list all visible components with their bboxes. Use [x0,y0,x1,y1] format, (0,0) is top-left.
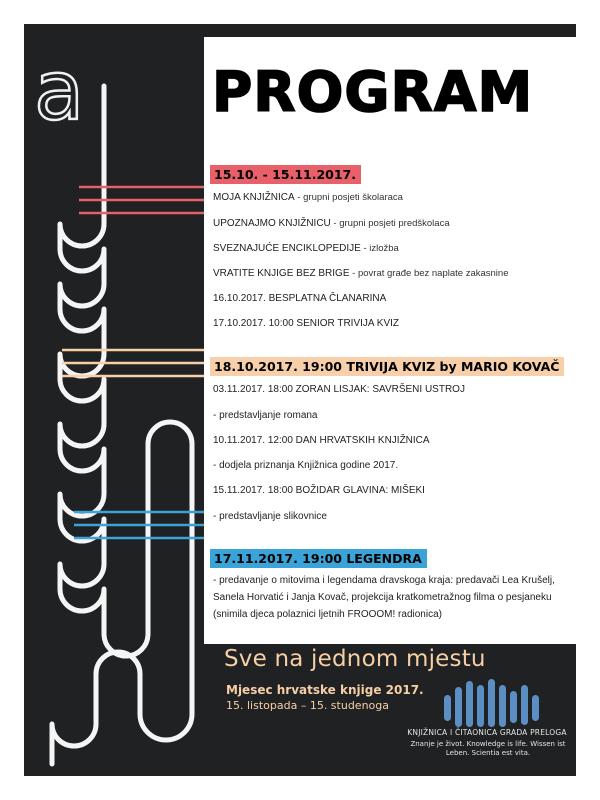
footer-dates: 15. listopada – 15. studenoga [226,699,389,712]
list-item: - predstavljanje romana [213,410,318,421]
library-name: KNJIŽNICA I ČITAONICA GRADA PRELOGA [407,728,567,737]
peach-stripes [62,350,206,376]
decorative-letter-a: a [34,44,85,139]
footer-title: Sve na jednom mjestu [224,646,486,672]
section-heading-3: 17.11.2017. 19:00 LEGENDRA [210,549,427,568]
library-motto: Znanje je život. Knowledge is life. Wissen ist Leben. Scientia est vita. [410,740,566,757]
list-item: SVEZNAJUĆE ENCIKLOPEDIJE - izložba [213,243,399,254]
section-paragraph: - predavanje o mitovima i legendama dravskoga kraja: predavači Lea Krušelj, Sanela Horvatić i Janja Kovač, projekcija kratkometražnog filma o pesjaneku (snimila djeca polaznici ljetnih FROOOM! radionica) [213,575,555,620]
list-item: UPOZNAJMO KNJIŽNICU - grupni posjeti predškolaca [213,218,450,229]
library-logo-icon [436,679,556,727]
section-heading-1: 15.10. - 15.11.2017. [210,165,361,184]
red-stripes [79,187,206,213]
list-item: 03.11.2017. 18:00 ZORAN LISJAK: SAVRŠENI USTROJ [213,384,465,395]
blue-stripes [74,512,206,538]
list-item: 17.10.2017. 10:00 SENIOR TRIVIJA KVIZ [213,318,400,329]
list-item: 15.11.2017. 18:00 BOŽIDAR GLAVINA: MIŠEKI [213,485,425,496]
program-title: PROGRAM [212,60,534,124]
program-panel [204,37,576,644]
list-item: MOJA KNJIŽNICA - grupni posjeti školaraca [213,192,403,203]
section-heading-2: 18.10.2017. 19:00 TRIVIJA KVIZ by MARIO KOVAČ [210,357,564,376]
list-item: 10.11.2017. 12:00 DAN HRVATSKIH KNJIŽNICA [213,435,430,446]
list-item: 16.10.2017. BESPLATNA ČLANARINA [213,293,387,304]
list-item: VRATITE KNJIGE BEZ BRIGE - povrat građe bez naplate zakasnine [213,268,509,279]
footer-subtitle: Mjesec hrvatske knjige 2017. [226,683,424,697]
list-item: - predstavljanje slikovnice [213,511,327,522]
poster [24,24,576,776]
list-item: - dodjela priznanja Knjižnica godine 2017. [213,460,399,471]
